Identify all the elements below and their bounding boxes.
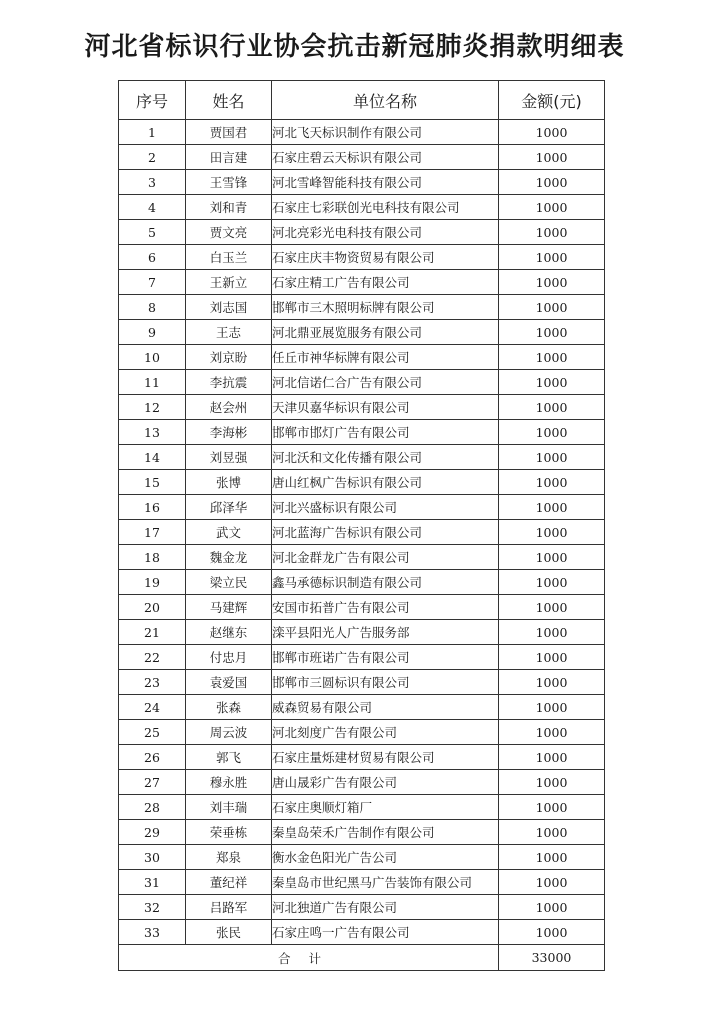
- cell-unit: 威森贸易有限公司: [272, 695, 499, 720]
- cell-unit: 唐山红枫广告标识有限公司: [272, 470, 499, 495]
- cell-unit: 河北刻度广告有限公司: [272, 720, 499, 745]
- cell-name: 王雪锋: [186, 170, 272, 195]
- cell-name: 李抗震: [186, 370, 272, 395]
- cell-no: 8: [119, 295, 186, 320]
- cell-unit: 任丘市神华标牌有限公司: [272, 345, 499, 370]
- cell-unit: 安国市拓普广告有限公司: [272, 595, 499, 620]
- cell-amount: 1000: [499, 295, 605, 320]
- table-row: [119, 420, 605, 445]
- cell-amount: 1000: [499, 520, 605, 545]
- cell-amount: 1000: [499, 370, 605, 395]
- cell-name: 刘昱强: [186, 445, 272, 470]
- cell-name: 张博: [186, 470, 272, 495]
- donation-table: [118, 80, 605, 971]
- cell-no: 1: [119, 120, 186, 145]
- cell-name: 付忠月: [186, 645, 272, 670]
- cell-unit: 河北金群龙广告有限公司: [272, 545, 499, 570]
- table-row: [119, 870, 605, 895]
- table-row: [119, 270, 605, 295]
- cell-name: 邱泽华: [186, 495, 272, 520]
- table-row: [119, 920, 605, 945]
- cell-amount: 1000: [499, 720, 605, 745]
- cell-amount: 1000: [499, 820, 605, 845]
- cell-no: 27: [119, 770, 186, 795]
- cell-amount: 1000: [499, 245, 605, 270]
- cell-no: 22: [119, 645, 186, 670]
- cell-name: 吕路军: [186, 895, 272, 920]
- cell-no: 3: [119, 170, 186, 195]
- cell-amount: 1000: [499, 870, 605, 895]
- cell-unit: 河北鼎亚展览服务有限公司: [272, 320, 499, 345]
- table-header-row: [119, 81, 605, 120]
- table-row: [119, 470, 605, 495]
- cell-no: 12: [119, 395, 186, 420]
- header-name: 姓名: [186, 81, 272, 120]
- cell-unit: 邯郸市三木照明标牌有限公司: [272, 295, 499, 320]
- cell-amount: 1000: [499, 320, 605, 345]
- table-row: [119, 295, 605, 320]
- cell-no: 21: [119, 620, 186, 645]
- cell-name: 白玉兰: [186, 245, 272, 270]
- cell-unit: 秦皇岛荣禾广告制作有限公司: [272, 820, 499, 845]
- cell-unit: 滦平县阳光人广告服务部: [272, 620, 499, 645]
- cell-name: 周云波: [186, 720, 272, 745]
- table-row: [119, 145, 605, 170]
- cell-no: 11: [119, 370, 186, 395]
- table-row: [119, 320, 605, 345]
- cell-no: 31: [119, 870, 186, 895]
- cell-name: 马建辉: [186, 595, 272, 620]
- table-row: [119, 520, 605, 545]
- cell-amount: 1000: [499, 470, 605, 495]
- cell-unit: 石家庄精工广告有限公司: [272, 270, 499, 295]
- cell-unit: 衡水金色阳光广告公司: [272, 845, 499, 870]
- table-row: [119, 220, 605, 245]
- cell-name: 刘志国: [186, 295, 272, 320]
- cell-amount: 1000: [499, 395, 605, 420]
- total-row: [119, 945, 605, 971]
- cell-name: 张森: [186, 695, 272, 720]
- cell-unit: 河北沃和文化传播有限公司: [272, 445, 499, 470]
- cell-unit: 河北飞天标识制作有限公司: [272, 120, 499, 145]
- cell-name: 郭飞: [186, 745, 272, 770]
- cell-no: 6: [119, 245, 186, 270]
- cell-no: 30: [119, 845, 186, 870]
- cell-no: 15: [119, 470, 186, 495]
- cell-no: 14: [119, 445, 186, 470]
- cell-amount: 1000: [499, 795, 605, 820]
- cell-amount: 1000: [499, 270, 605, 295]
- cell-no: 19: [119, 570, 186, 595]
- cell-unit: 石家庄鸣一广告有限公司: [272, 920, 499, 945]
- cell-amount: 1000: [499, 595, 605, 620]
- table-row: [119, 695, 605, 720]
- cell-no: 10: [119, 345, 186, 370]
- cell-no: 20: [119, 595, 186, 620]
- table-row: [119, 595, 605, 620]
- cell-no: 16: [119, 495, 186, 520]
- cell-amount: 1000: [499, 495, 605, 520]
- table-row: [119, 495, 605, 520]
- cell-amount: 1000: [499, 770, 605, 795]
- cell-no: 5: [119, 220, 186, 245]
- cell-amount: 1000: [499, 645, 605, 670]
- cell-amount: 1000: [499, 570, 605, 595]
- cell-name: 梁立民: [186, 570, 272, 595]
- cell-name: 董纪祥: [186, 870, 272, 895]
- cell-name: 刘丰瑞: [186, 795, 272, 820]
- cell-amount: 1000: [499, 620, 605, 645]
- total-label: 合计: [119, 945, 499, 971]
- table-row: [119, 370, 605, 395]
- cell-amount: 1000: [499, 745, 605, 770]
- cell-amount: 1000: [499, 895, 605, 920]
- cell-no: 28: [119, 795, 186, 820]
- cell-no: 24: [119, 695, 186, 720]
- cell-amount: 1000: [499, 920, 605, 945]
- cell-name: 魏金龙: [186, 545, 272, 570]
- cell-name: 刘京盼: [186, 345, 272, 370]
- cell-unit: 河北亮彩光电科技有限公司: [272, 220, 499, 245]
- cell-unit: 石家庄七彩联创光电科技有限公司: [272, 195, 499, 220]
- document-title: 河北省标识行业协会抗击新冠肺炎捐款明细表: [84, 32, 625, 62]
- cell-amount: 1000: [499, 845, 605, 870]
- cell-no: 18: [119, 545, 186, 570]
- table-row: [119, 195, 605, 220]
- table-row: [119, 670, 605, 695]
- cell-unit: 石家庄庆丰物资贸易有限公司: [272, 245, 499, 270]
- table-row: [119, 245, 605, 270]
- table-row: [119, 445, 605, 470]
- cell-name: 贾文亮: [186, 220, 272, 245]
- cell-unit: 河北雪峰智能科技有限公司: [272, 170, 499, 195]
- cell-name: 田言建: [186, 145, 272, 170]
- table-row: [119, 120, 605, 145]
- cell-amount: 1000: [499, 695, 605, 720]
- table-row: [119, 170, 605, 195]
- cell-no: 17: [119, 520, 186, 545]
- cell-name: 赵会州: [186, 395, 272, 420]
- table-row: [119, 745, 605, 770]
- table-row: [119, 895, 605, 920]
- cell-amount: 1000: [499, 545, 605, 570]
- cell-name: 王新立: [186, 270, 272, 295]
- table-row: [119, 620, 605, 645]
- cell-unit: 鑫马承德标识制造有限公司: [272, 570, 499, 595]
- table-row: [119, 545, 605, 570]
- cell-no: 32: [119, 895, 186, 920]
- cell-amount: 1000: [499, 345, 605, 370]
- cell-no: 2: [119, 145, 186, 170]
- table-row: [119, 570, 605, 595]
- cell-amount: 1000: [499, 220, 605, 245]
- cell-unit: 河北蓝海广告标识有限公司: [272, 520, 499, 545]
- table-body: [119, 120, 605, 945]
- cell-amount: 1000: [499, 195, 605, 220]
- cell-unit: 邯郸市班诺广告有限公司: [272, 645, 499, 670]
- cell-unit: 河北兴盛标识有限公司: [272, 495, 499, 520]
- cell-amount: 1000: [499, 670, 605, 695]
- cell-name: 郑泉: [186, 845, 272, 870]
- cell-unit: 河北信诺仁合广告有限公司: [272, 370, 499, 395]
- header-amount: 金额(元): [499, 81, 605, 120]
- cell-name: 刘和青: [186, 195, 272, 220]
- table-row: [119, 795, 605, 820]
- cell-name: 武文: [186, 520, 272, 545]
- cell-amount: 1000: [499, 420, 605, 445]
- table-row: [119, 770, 605, 795]
- cell-unit: 唐山晟彩广告有限公司: [272, 770, 499, 795]
- total-amount: 33000: [499, 945, 605, 971]
- cell-name: 赵继东: [186, 620, 272, 645]
- cell-unit: 石家庄碧云天标识有限公司: [272, 145, 499, 170]
- cell-name: 王志: [186, 320, 272, 345]
- cell-name: 李海彬: [186, 420, 272, 445]
- table-row: [119, 720, 605, 745]
- cell-name: 张民: [186, 920, 272, 945]
- cell-no: 25: [119, 720, 186, 745]
- cell-unit: 邯郸市邯灯广告有限公司: [272, 420, 499, 445]
- cell-unit: 秦皇岛市世纪黑马广告装饰有限公司: [272, 870, 499, 895]
- cell-no: 29: [119, 820, 186, 845]
- cell-no: 33: [119, 920, 186, 945]
- cell-unit: 石家庄量烁建材贸易有限公司: [272, 745, 499, 770]
- cell-name: 贾国君: [186, 120, 272, 145]
- table-row: [119, 395, 605, 420]
- cell-unit: 邯郸市三圆标识有限公司: [272, 670, 499, 695]
- cell-no: 23: [119, 670, 186, 695]
- header-unit: 单位名称: [272, 81, 499, 120]
- cell-no: 13: [119, 420, 186, 445]
- cell-unit: 河北独道广告有限公司: [272, 895, 499, 920]
- cell-no: 4: [119, 195, 186, 220]
- cell-name: 袁爱国: [186, 670, 272, 695]
- cell-amount: 1000: [499, 170, 605, 195]
- header-no: 序号: [119, 81, 186, 120]
- cell-no: 26: [119, 745, 186, 770]
- table-row: [119, 645, 605, 670]
- cell-unit: 石家庄奥顺灯箱厂: [272, 795, 499, 820]
- cell-amount: 1000: [499, 120, 605, 145]
- cell-name: 荣垂栋: [186, 820, 272, 845]
- cell-amount: 1000: [499, 145, 605, 170]
- cell-name: 穆永胜: [186, 770, 272, 795]
- cell-no: 9: [119, 320, 186, 345]
- cell-amount: 1000: [499, 445, 605, 470]
- table-row: [119, 345, 605, 370]
- cell-no: 7: [119, 270, 186, 295]
- table-row: [119, 845, 605, 870]
- table-row: [119, 820, 605, 845]
- cell-unit: 天津贝嘉华标识有限公司: [272, 395, 499, 420]
